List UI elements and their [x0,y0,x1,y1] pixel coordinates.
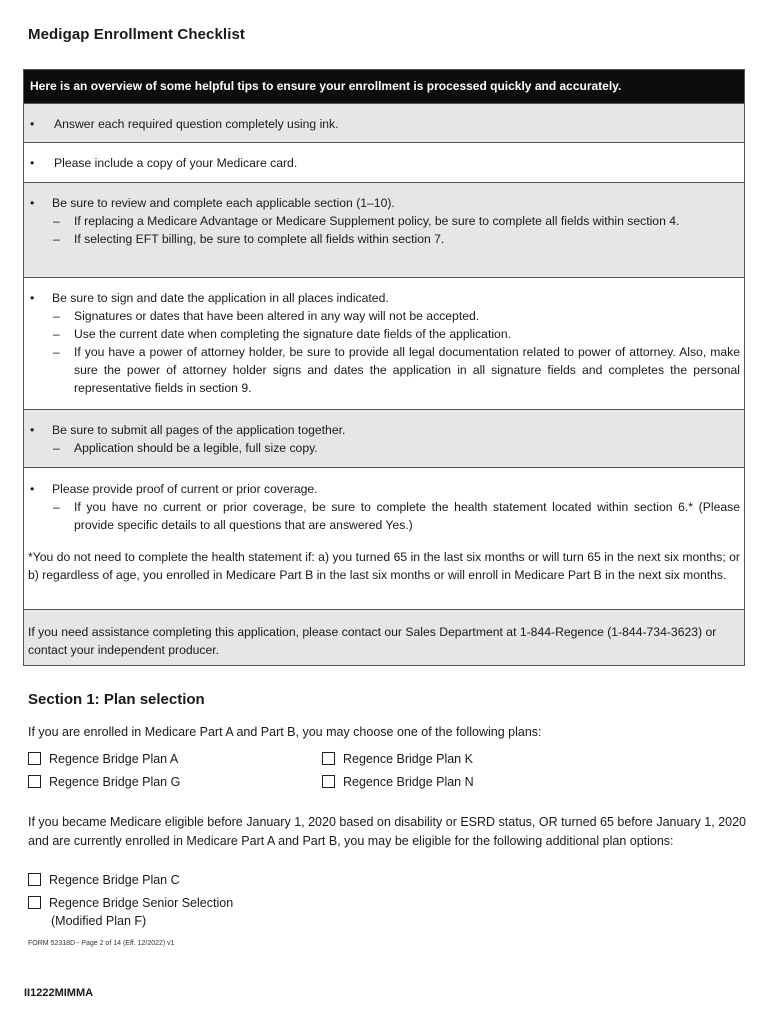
checklist-subitem: Signatures or dates that have been altered in any way will not be accepted. [74,309,480,323]
checklist-row-submit-pages: • Be sure to submit all pages of the application together. – Application should be a legible, full size copy. [24,409,744,467]
checklist-subitem: If you have no current or prior coverage, be sure to complete the health statement located within section 6.* (Please provide specific details to all questions that are answered Yes.) [74,500,740,532]
plan-c-checkbox[interactable] [28,871,180,889]
senior-selection-checkbox[interactable] [28,894,233,930]
checklist-item: Please provide proof of current or prior coverage. [52,482,318,496]
checkbox-box[interactable] [28,752,41,765]
plan-g-checkbox[interactable] [28,773,180,791]
checklist-row-signatures: • Be sure to sign and date the application in all places indicated. – Signatures or dates that have been altered in any way will not be accepted. – Use the current date when completing the signature date fields of the application. – If you have a power of attorney holder, be sure to provide all legal documentation related to power of attorney. Also, make sure the power of attorney holder signs and dates the application in all signature fields and completes the personal representative fields in section 9. [24,277,744,409]
checklist-row-sections: • Be sure to review and complete each applicable section (1–10). – If replacing a Medicare Advantage or Medicare Supplement policy, be sure to complete all fields within section 4. – If selecting EFT billing, be sure to complete all fields within section 7. [24,182,744,277]
checklist-subitem: Application should be a legible, full size copy. [74,441,318,455]
checkbox-label: Regence Bridge Senior Selection [49,896,234,910]
checklist-item: Be sure to review and complete each applicable section (1–10). [52,196,395,210]
enrollment-checklist [23,69,745,666]
plan-k-checkbox[interactable] [322,750,473,768]
form-code: II1222MIMMA [24,987,94,999]
section-title: Section 1: Plan selection [28,691,205,708]
checkbox-box[interactable] [322,752,335,765]
checkbox-box[interactable] [28,775,41,788]
checkbox-box[interactable] [322,775,335,788]
plan-a-checkbox[interactable] [28,750,178,768]
checklist-item: Be sure to sign and date the application in all places indicated. [52,291,389,305]
checklist-subitem: If you have a power of attorney holder, be sure to provide all legal documentation related to power of attorney. Also, make sure the power of attorney holder signs and dates the application in all signature fields and completes the personal representative fields in section 9. [74,345,740,395]
checkbox-label: Regence Bridge Plan G [49,775,181,789]
form-footer: FORM 52318D - Page 2 of 14 (Eff. 12/2022) v1 [28,940,175,947]
checklist-item: Answer each required question completely using ink. [54,117,339,131]
assistance-note: If you need assistance completing this application, please contact our Sales Department at 1-844-Regence (1-844-734-3623) or contact your independent producer. [24,609,744,665]
checklist-row-coverage: • Please provide proof of current or prior coverage. – If you have no current or prior coverage, be sure to complete the health statement located within section 6.* (Please provide specific details to all questions that are answered Yes.) *You do not need to complete the health statement if: a) you turned 65 in the last six months or will turn 65 in the next six months; or b) regardless of age, you enrolled in Medicare Part B in the last six months or will enroll in Medicare Part B in the next six months. [24,467,744,609]
health-statement-note: *You do not need to complete the health statement if: a) you turned 65 in the last six months or will turn 65 in the next six months; or b) regardless of age, you enrolled in Medicare Part B in the last six months or will enroll in Medicare Part B in the next six months. [28,550,740,582]
plan-intro: If you are enrolled in Medicare Part A and Part B, you may choose one of the following plans: [28,725,542,739]
checkbox-box[interactable] [28,896,41,909]
checklist-row-ink: • Answer each required question completely using ink. [24,103,744,142]
checkbox-label: Regence Bridge Plan K [343,752,473,766]
checklist-subitem: If selecting EFT billing, be sure to complete all fields within section 7. [74,232,445,246]
checkbox-label: Regence Bridge Plan C [49,873,180,887]
checklist-header: Here is an overview of some helpful tips to ensure your enrollment is processed quickly and accurately. [24,70,744,103]
checklist-item: Be sure to submit all pages of the application together. [52,423,346,437]
checklist-item: Please include a copy of your Medicare card. [54,156,298,170]
checkbox-sublabel: (Modified Plan F) [51,914,147,928]
checklist-subitem: Use the current date when completing the signature date fields of the application. [74,327,511,341]
plan-n-checkbox[interactable] [322,773,474,791]
checkbox-label: Regence Bridge Plan N [343,775,474,789]
checklist-subitem: If replacing a Medicare Advantage or Medicare Supplement policy, be sure to complete all fields within section 4. [74,214,680,228]
additional-plans-intro: If you became Medicare eligible before January 1, 2020 based on disability or ESRD status, OR turned 65 before January 1, 2020 and are currently enrolled in Medicare Part A and Part B, you may be eligible for the following additional plan options: [28,815,746,848]
checkbox-label: Regence Bridge Plan A [49,752,179,766]
page-title: Medigap Enrollment Checklist [28,26,246,43]
checkbox-box[interactable] [28,873,41,886]
checklist-row-medicare-card: • Please include a copy of your Medicare card. [24,142,744,182]
